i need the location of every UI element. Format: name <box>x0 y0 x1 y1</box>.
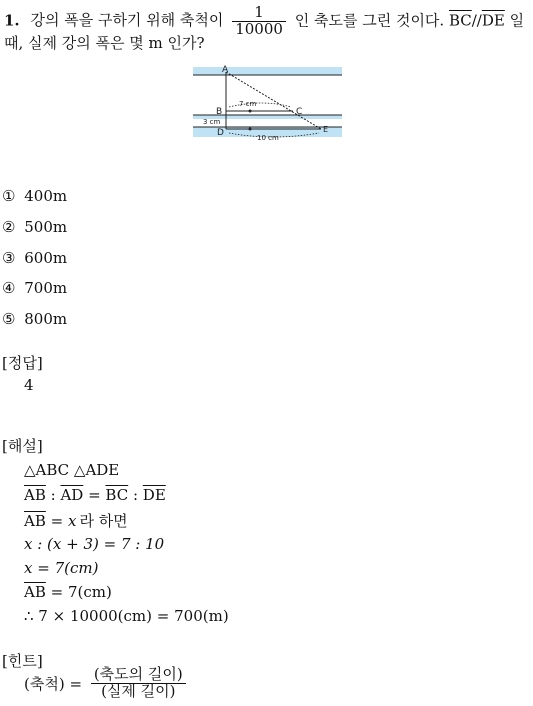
hint-numerator: (축도의 길이) <box>93 665 183 683</box>
seg-ad: $\overline{AD}$ <box>60 486 84 504</box>
hint-lhs: (축척) = <box>24 674 83 693</box>
solution-line-4: x : (x + 3) = 7 : 10 <box>24 535 165 553</box>
label-c: C <box>296 107 303 117</box>
choice-3[interactable] <box>2 249 67 267</box>
solution-line-5: x = 7(cm) <box>24 559 99 577</box>
solution-line-6 <box>24 583 112 601</box>
choice-1-text: 400m <box>24 187 68 205</box>
choice-5-mark: ⑤ <box>2 310 16 328</box>
label-a: A <box>222 65 229 75</box>
question-line-2: 때, 실제 강의 폭은 몇 m 인가? <box>4 34 205 52</box>
scale-numerator: 1 <box>254 3 264 21</box>
river-figure <box>193 63 343 145</box>
top-water-band <box>193 67 342 75</box>
colon: : <box>45 486 61 504</box>
parallel-symbol: // <box>471 11 482 30</box>
label-b: B <box>216 107 223 117</box>
solution-line-3 <box>24 510 128 531</box>
solution-line-1: △ABC △ADE <box>24 461 120 479</box>
choice-3-mark: ③ <box>2 249 16 267</box>
choice-1[interactable] <box>2 187 67 205</box>
equals: = <box>83 486 106 504</box>
hint-heading: [힌트] <box>2 652 43 670</box>
choice-1-mark: ① <box>2 187 16 205</box>
question-text-2: 인 축도를 그린 것이다. <box>294 11 445 30</box>
solution-heading: [해설] <box>2 437 43 455</box>
length-bc: 7 cm <box>239 100 257 108</box>
colon-2: : <box>128 486 143 504</box>
seg-ab-3: $\overline{AB}$ <box>24 512 46 530</box>
choice-3-text: 600m <box>24 249 68 267</box>
hint-denominator: (실제 길이) <box>91 683 186 700</box>
solution-line-2 <box>24 486 166 504</box>
segment-bc: $\overline{BC}$ <box>448 11 472 30</box>
answer-heading: [정답] <box>2 354 43 372</box>
seg-ab: $\overline{AB}$ <box>24 486 46 504</box>
choice-4-mark: ④ <box>2 279 16 297</box>
seg-de-2: $\overline{DE}$ <box>142 486 166 504</box>
hint-fraction <box>91 667 186 700</box>
answer-value: 4 <box>24 376 34 394</box>
choice-2-mark: ② <box>2 218 16 236</box>
choice-5-text: 800m <box>24 310 68 328</box>
length-bd: 3 cm <box>203 118 221 126</box>
question-number: 1. <box>4 11 20 30</box>
segment-de: $\overline{DE}$ <box>481 11 505 30</box>
equals-3: = <box>45 512 68 530</box>
seg-ab-6: $\overline{AB}$ <box>24 583 46 601</box>
choice-5[interactable] <box>2 310 67 328</box>
question-text-1: 강의 폭을 구하기 위해 축척이 <box>30 11 224 30</box>
choice-4[interactable] <box>2 279 67 297</box>
seg-bc-2: $\overline{BC}$ <box>105 486 129 504</box>
variable-x: x <box>67 512 77 530</box>
ab-value: = 7(cm) <box>45 583 112 601</box>
solution-line-7: ∴ 7 × 10000(cm) = 700(m) <box>24 607 229 625</box>
question-text-3: 일 <box>509 11 525 30</box>
label-e: E <box>323 125 329 134</box>
hint-formula <box>24 667 186 700</box>
scale-denominator: 10000 <box>232 21 286 38</box>
choice-2-text: 500m <box>24 218 68 236</box>
length-de: 10 cm <box>257 134 279 141</box>
label-d: D <box>217 128 224 138</box>
choice-2[interactable] <box>2 218 67 236</box>
scale-fraction <box>232 5 286 38</box>
let-text: 라 하면 <box>79 512 128 530</box>
choice-4-text: 700m <box>24 279 68 297</box>
